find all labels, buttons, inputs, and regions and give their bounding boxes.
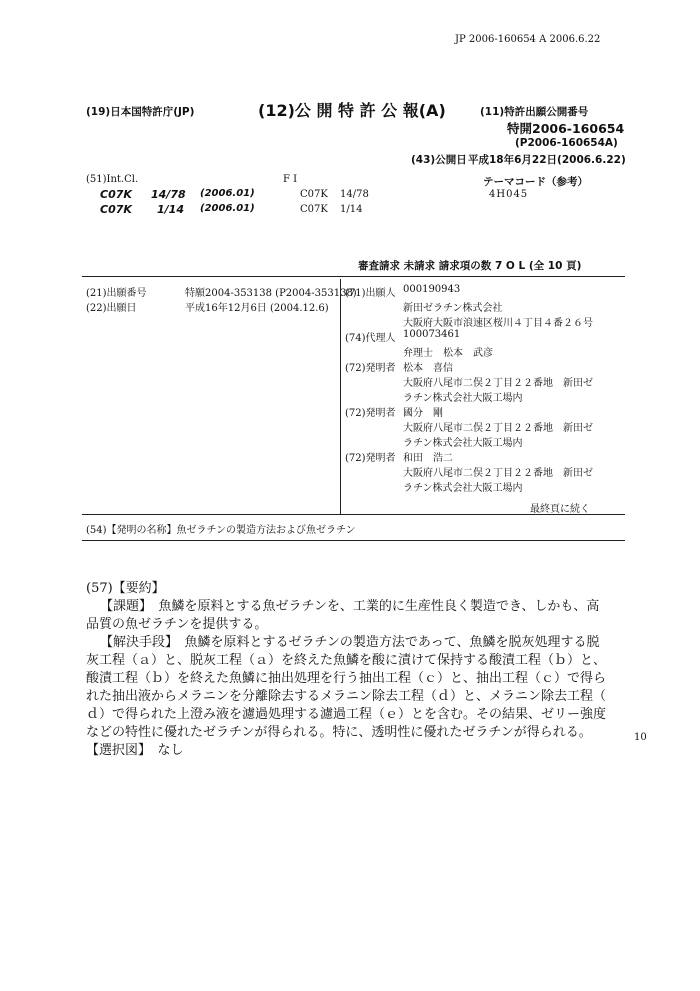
party-detail: 弁理士 松本 武彦 [403,348,493,359]
party-detail: 大阪府大阪市浪速区桜川４丁目４番２６号 [403,318,593,329]
fi-code: C07K [300,204,328,215]
rule [82,276,625,277]
application-number-label: (21)出願番号 [86,288,147,299]
abstract-line: 【選択図】 なし [86,743,184,758]
party-label: (72)発明者 [345,363,396,374]
abstract-heading: (57)【要約】 [86,581,165,596]
abstract-line: 【解決手段】 魚鱗を原料とするゼラチンの製造方法であって、魚鱗を脱灰処理する脱 [100,635,600,650]
publication-date-label: (43)公開日 [411,154,467,166]
filing-date: 平成16年12月6日 (2004.12.6) [185,303,329,314]
abstract-line: などの特性に優れたゼラチンが得られる。特に、透明性に優れたゼラチンが得られる。 [86,725,592,740]
intcl-label: (51)Int.Cl. [86,174,139,185]
party-label: (71)出願人 [345,288,396,299]
publication-number: 特開2006-160654 [507,121,625,136]
application-number: 特願2004-353138 (P2004-353138) [185,288,357,299]
theme-code-label: テーマコード（参考） [483,176,588,188]
invention-title: (54)【発明の名称】魚ゼラチンの製造方法および魚ゼラチン [86,525,356,536]
publication-type: (12)公 開 特 許 公 報(A) [258,101,446,120]
intcl-group: 14/78 [151,188,186,201]
party-name: 國分 剛 [403,408,443,419]
abstract-line: 酸漬工程（ｂ）を終えた魚鱗に抽出処理を行う抽出工程（ｃ）と、抽出工程（ｃ）で得ら [86,671,607,686]
abstract-line: 灰工程（ａ）と、脱灰工程（ａ）を終えた魚鱗を酸に漬けて保持する酸漬工程（ｂ）と、 [86,653,607,668]
intcl-code: C07K [100,203,132,216]
abstract-line: 品質の魚ゼラチンを提供する。 [86,617,268,632]
column-divider [340,279,341,514]
party-label: (72)発明者 [345,408,396,419]
party-name: 松本 喜信 [403,363,453,374]
continued-note: 最終頁に続く [530,504,590,515]
page-header-ref: JP 2006-160654 A 2006.6.22 [455,34,601,45]
party-name: 000190943 [403,284,461,295]
abstract-line: ｄ）で得られた上澄み液を濾過処理する濾過工程（ｅ）とを含む。その結果、ゼリー強度 [86,707,607,722]
intcl-group: 1/14 [157,203,184,216]
intcl-version: (2006.01) [200,188,255,199]
rule [82,514,625,515]
party-label: (72)発明者 [345,453,396,464]
party-detail: ラチン株式会社大阪工場内 [403,483,523,494]
publication-number-label: (11)特許出願公開番号 [480,106,589,118]
intcl-version: (2006.01) [200,203,255,214]
publication-date: 平成18年6月22日(2006.6.22) [468,154,626,166]
party-detail: 大阪府八尾市二俣２丁目２２番地 新田ゼ [403,378,593,389]
party-label: (74)代理人 [345,333,396,344]
filing-date-label: (22)出願日 [86,303,137,314]
theme-code: 4H045 [489,189,529,200]
party-name: 和田 浩二 [403,453,453,464]
fi-group: 14/78 [340,189,369,200]
abstract-line: 【課題】 魚鱗を原料とする魚ゼラチンを、工業的に生産性良く製造でき、しかも、高 [100,599,600,614]
rule [82,540,625,541]
party-detail: 新田ゼラチン株式会社 [403,303,503,314]
margin-line-number: 10 [634,732,647,743]
examination-line: 審査請求 未請求 請求項の数 7 O L (全 10 頁) [358,260,582,272]
publication-number-alt: (P2006-160654A) [515,137,618,149]
party-detail: 大阪府八尾市二俣２丁目２２番地 新田ゼ [403,468,593,479]
fi-label: F I [283,174,298,185]
party-detail: ラチン株式会社大阪工場内 [403,438,523,449]
fi-group: 1/14 [340,204,363,215]
abstract-line: れた抽出液からメラニンを分離除去するメラニン除去工程（ｄ）と、メラニン除去工程（ [86,689,607,704]
intcl-code: C07K [100,188,132,201]
party-detail: 大阪府八尾市二俣２丁目２２番地 新田ゼ [403,423,593,434]
party-name: 100073461 [403,329,461,340]
issuing-office: (19)日本国特許庁(JP) [86,106,195,118]
party-detail: ラチン株式会社大阪工場内 [403,393,523,404]
fi-code: C07K [300,189,328,200]
